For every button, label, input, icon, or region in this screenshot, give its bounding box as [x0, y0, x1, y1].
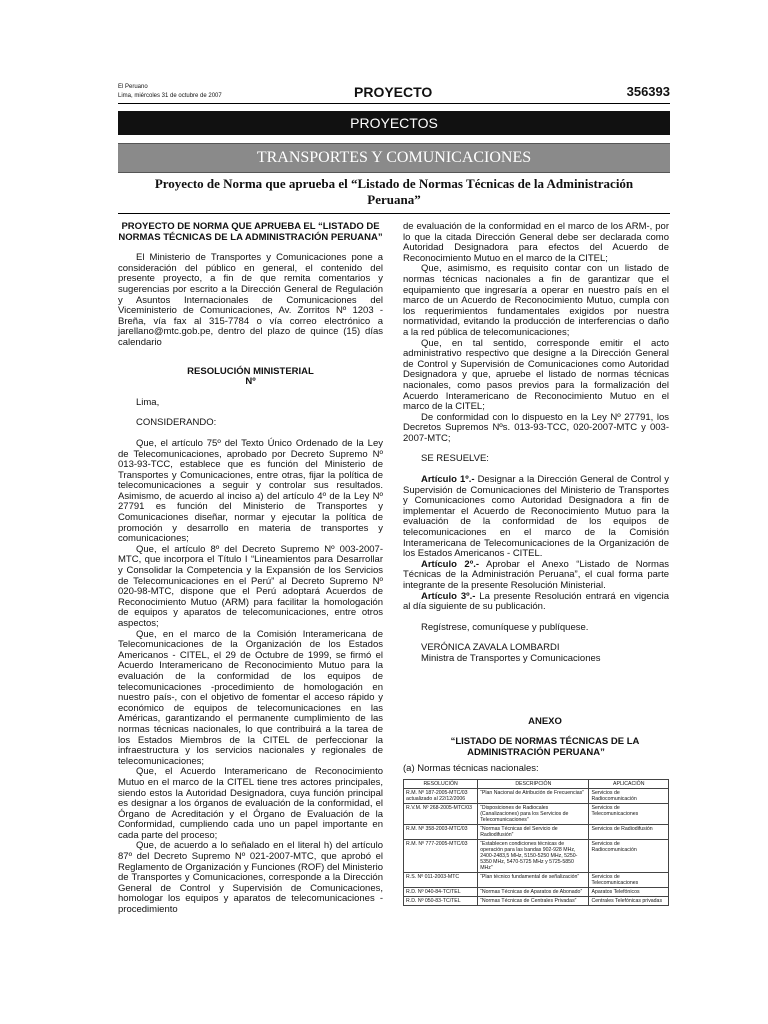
table-header-row — [404, 779, 669, 788]
table-row — [404, 896, 669, 905]
newspaper-name: El Peruano — [118, 84, 148, 90]
publication-date: Lima, miércoles 31 de octubre de 2007 — [118, 93, 222, 99]
table-cell: R.M. Nº 187-2005-MTC/03 actualizado al 22/12/2006 — [404, 788, 478, 803]
place-line: Lima, — [136, 396, 160, 408]
table-cell: Servicios de Radiocomunicación — [589, 788, 669, 803]
title-divider — [118, 213, 670, 214]
table-cell: “Plan técnico fundamental de señalización” — [478, 872, 589, 887]
table-cell: “Normas Técnicas de Aparatos de Abonado” — [478, 887, 589, 896]
table-row — [404, 803, 669, 824]
table-cell: “Establecen condiciones técnicas de operación para las bandas 902-928 MHz, 2400-2483,5 MHz, 5150-5250 MHz, 5250-5350 MHz, 5470-5725 MHz y 5725-5850 MHz” — [478, 839, 589, 872]
considerando-label: CONSIDERANDO: — [136, 417, 217, 429]
article-2-text: Aprobar el Anexo “Listado de Normas Técnicas de la Administración Peruana”, el cual forma parte integrante de la presente Resolución Ministerial. — [403, 558, 669, 591]
annex-subtitle: (a) Normas técnicas nacionales: — [403, 763, 539, 775]
right-p4: De conformidad con lo dispuesto en la Ley Nº 27791, los Decretos Supremos Nºs. 013-93-TCC, 020-2007-MTC y 003-2007-MTC; — [403, 411, 669, 444]
continued-paragraph: de evaluación de la conformidad en el marco de los ARM-, por lo que la citada Dirección General debe ser declarada como Autoridad Designadora para efectos del Acuerdo de Reconocimiento Mutuo en el marco de la CITEL; — [403, 221, 669, 264]
table-cell: R.S. Nº 011-2003-MTC — [404, 872, 478, 887]
article-1-text: Designar a la Dirección General de Control y Supervisión de Comunicaciones del Ministerio de Transportes y Comunicaciones como Autoridad Designadora a fin de implementar el Acuerdo de Reconocimiento Mutuo para la evaluación de la conformidad de los equipos de telecomunicaciones en el marco de la Comisión Interamericana de Telecomunicaciones de la Organización de los Estados Americanos - CITEL. — [403, 474, 669, 560]
signer-name: VERÓNICA ZAVALA LOMBARDI — [421, 642, 560, 654]
norms-table — [403, 779, 669, 906]
article-2 — [403, 560, 669, 592]
table-row — [404, 872, 669, 887]
table-cell: “Plan Nacional de Atribución de Frecuencias” — [478, 788, 589, 803]
considerando-p4: Que, el Acuerdo Interamericano de Reconocimiento Mutuo en el marco de la CITEL tiene tres actores principales, siendo estos la Autoridad Designadora, cuya función principal es designar a los órganos de evaluación de la conformidad, el Órgano de Acreditación y el Órgano de Evaluación de la Conformidad, cumpliendo cada uno un papel importante en cada parte del proceso; — [118, 766, 383, 841]
considerando-p2: Que, el artículo 8º del Decreto Supremo Nº 003-2007-MTC, que incorpora el Título I “Lineamientos para Desarrollar y Consolidar la Competencia y la Expansión de los Servicios de Telecomunicaciones en el Perú” al Decreto Supremo Nº 020-98-MTC, dispone que el Perú adoptará Acuerdos de Reconocimiento Mutuo (ARM) para facilitar la homologación de equipos y aparatos de telecomunicaciones, entre otros aspectos; — [118, 543, 383, 629]
considerando-p1: Que, el artículo 75º del Texto Único Ordenado de la Ley de Telecomunicaciones, aprobado por Decreto Supremo Nº 013-93-TCC, establece que es función del Ministerio de Transportes y Comunicaciones, entre otras, fijar la política de telecomunicaciones a seguir y controlar sus resultados. Asimismo, de acuerdo al inciso a) del artículo 4º de la Ley Nº 27791 es función del Ministerio de Transportes y Comunicaciones diseñar, normar y ejecutar la política de promoción y desarrollo en materia de transportes y comunicaciones; — [118, 437, 383, 545]
article-3-text: La presente Resolución entrará en vigencia al día siguiente de su publicación. — [403, 590, 669, 613]
resolution-heading: RESOLUCIÓN MINISTERIAL — [187, 365, 314, 377]
closing-line: Regístrese, comuníquese y publíquese. — [421, 621, 589, 633]
resolves-label: SE RESUELVE: — [421, 453, 489, 465]
table-cell: Servicios de Radiodifusión — [589, 824, 669, 839]
article-2-label: Artículo 2º.- — [421, 558, 479, 570]
table-cell: Servicios de Telecomunicaciones — [589, 872, 669, 887]
right-p3: Que, en tal sentido, corresponde emitir el acto administrativo respectivo que designe a la Dirección General de Control y Supervisión de Comunicaciones como Autoridad Designadora y que, apruebe el listado de normas técnicas nacionales, como pasos previos para la formalización del Acuerdo Interamericano de Reconocimiento Mutuo en el marco de la CITEL; — [403, 337, 669, 413]
table-cell: Centrales Telefónicas privadas — [589, 896, 669, 905]
table-cell: “Disposiciones de Radiocales (Canalizaciones) para los Servicios de Telecomunicaciones” — [478, 803, 589, 824]
table-row — [404, 839, 669, 872]
table-row — [404, 887, 669, 896]
right-p2: Que, asimismo, es requisito contar con un listado de normas técnicas nacionales a fin de garantizar que el equipamiento que ingresaría a operar en nuestro país en el marco de un Acuerdo de Reconocimiento Mutuo, cumpla con los requerimientos fundamentales exigidos por nuestra normatividad, evitando la producción de interferencias o daño a la red pública de telecomunicaciones; — [403, 263, 669, 338]
considerando-p5: Que, de acuerdo a lo señalado en el literal h) del artículo 87º del Decreto Supremo Nº 021-2007-MTC, que aprobó el Reglamento de Organización y Funciones (ROF) del Ministerio de Transportes y Comunicaciones, corresponde a la Dirección General de Control y Supervisión de Comunicaciones, homologar los equipos y aparatos de telecomunicaciones -procedimiento — [118, 840, 383, 916]
project-heading: PROYECTO DE NORMA QUE APRUEBA EL “LISTADO DE NORMAS TÉCNICAS DE LA ADMINISTRACIÓN PERUANA” — [118, 221, 383, 243]
column-header: APLICACIÓN — [589, 779, 669, 788]
table-cell: Aparatos Telefónicos — [589, 887, 669, 896]
table-row — [404, 824, 669, 839]
ministry-banner: TRANSPORTES Y COMUNICACIONES — [118, 143, 670, 173]
page-number: 356393 — [626, 84, 670, 99]
table-cell: R.D. Nº 040-84-TC/TEL — [404, 887, 478, 896]
column-header: RESOLUCIÓN — [404, 779, 478, 788]
resolution-number: Nº — [245, 376, 256, 388]
table-row — [404, 788, 669, 803]
left-column — [118, 222, 383, 916]
right-column — [403, 222, 669, 906]
considerando-p3: Que, en el marco de la Comisión Interamericana de Telecomunicaciones de la Organización de los Estados Americanos - CITEL, el 29 de Octubre de 1999, se firmó el Acuerdo Interamericano de Reconocimiento Mutuo para la evaluación de la conformidad de los equipos de telecomunicaciones -procedimiento de homologación en nuestro país-, con el objetivo de fomentar el acceso rápido y económico de equipos de telecomunicaciones en las Américas, garantizando el permanente cumplimiento de las normas técnicas nacionales, lo que contribuirá a la tarea de los Estados Miembros de la CITEL de perfeccionar la infraestructura y los servicios nacionales y regionales de telecomunicaciones; — [118, 628, 383, 767]
table-cell: Servicios de Radiocomunicación — [589, 839, 669, 872]
article-1-label: Artículo 1º.- — [421, 474, 475, 486]
article-3 — [403, 592, 669, 613]
section-title: PROYECTO — [354, 84, 433, 100]
column-header: DESCRIPCIÓN — [478, 779, 589, 788]
table-cell: R.M. Nº 358-2003-MTC/03 — [404, 824, 478, 839]
signer-title: Ministra de Transportes y Comunicaciones — [421, 652, 601, 664]
document-title: Proyecto de Norma que aprueba el “Listado de Normas Técnicas de la Administración Peruana” — [154, 176, 634, 207]
table-cell: Servicios de Telecomunicaciones — [589, 803, 669, 824]
article-3-label: Artículo 3º.- — [421, 590, 476, 602]
article-1 — [403, 475, 669, 560]
table-cell: R.M. Nº 777-2005-MTC/03 — [404, 839, 478, 872]
annex-title: “LISTADO DE NORMAS TÉCNICAS DE LA ADMINISTRACIÓN PERUANA” — [450, 736, 640, 758]
table-cell: R.D. Nº 050-83-TC/TEL — [404, 896, 478, 905]
annex-heading: ANEXO — [528, 715, 562, 727]
intro-paragraph: El Ministerio de Transportes y Comunicaciones pone a consideración del público en general, el contenido del presente proyecto, a fin de que remita comentarios y sugerencias por escrito a la Dirección General de Regulación y Asuntos Internacionales de Comunicaciones del Viceministerio de Comunicaciones, Av. Zorritos Nº 1203 - Breña, vía fax al 315-7784 o vía correo electrónico a jarellano@mtc.gob.pe, dentro del plazo de quince (15) días calendario — [118, 252, 383, 348]
header-divider — [118, 103, 670, 104]
category-banner: PROYECTOS — [118, 111, 670, 135]
table-cell: “Normas Técnicas de Centrales Privadas” — [478, 896, 589, 905]
table-cell: “Normas Técnicas del Servicio de Radiodifusión” — [478, 824, 589, 839]
table-cell: R.V.M. Nº 268-2005-MTC/03 — [404, 803, 478, 824]
